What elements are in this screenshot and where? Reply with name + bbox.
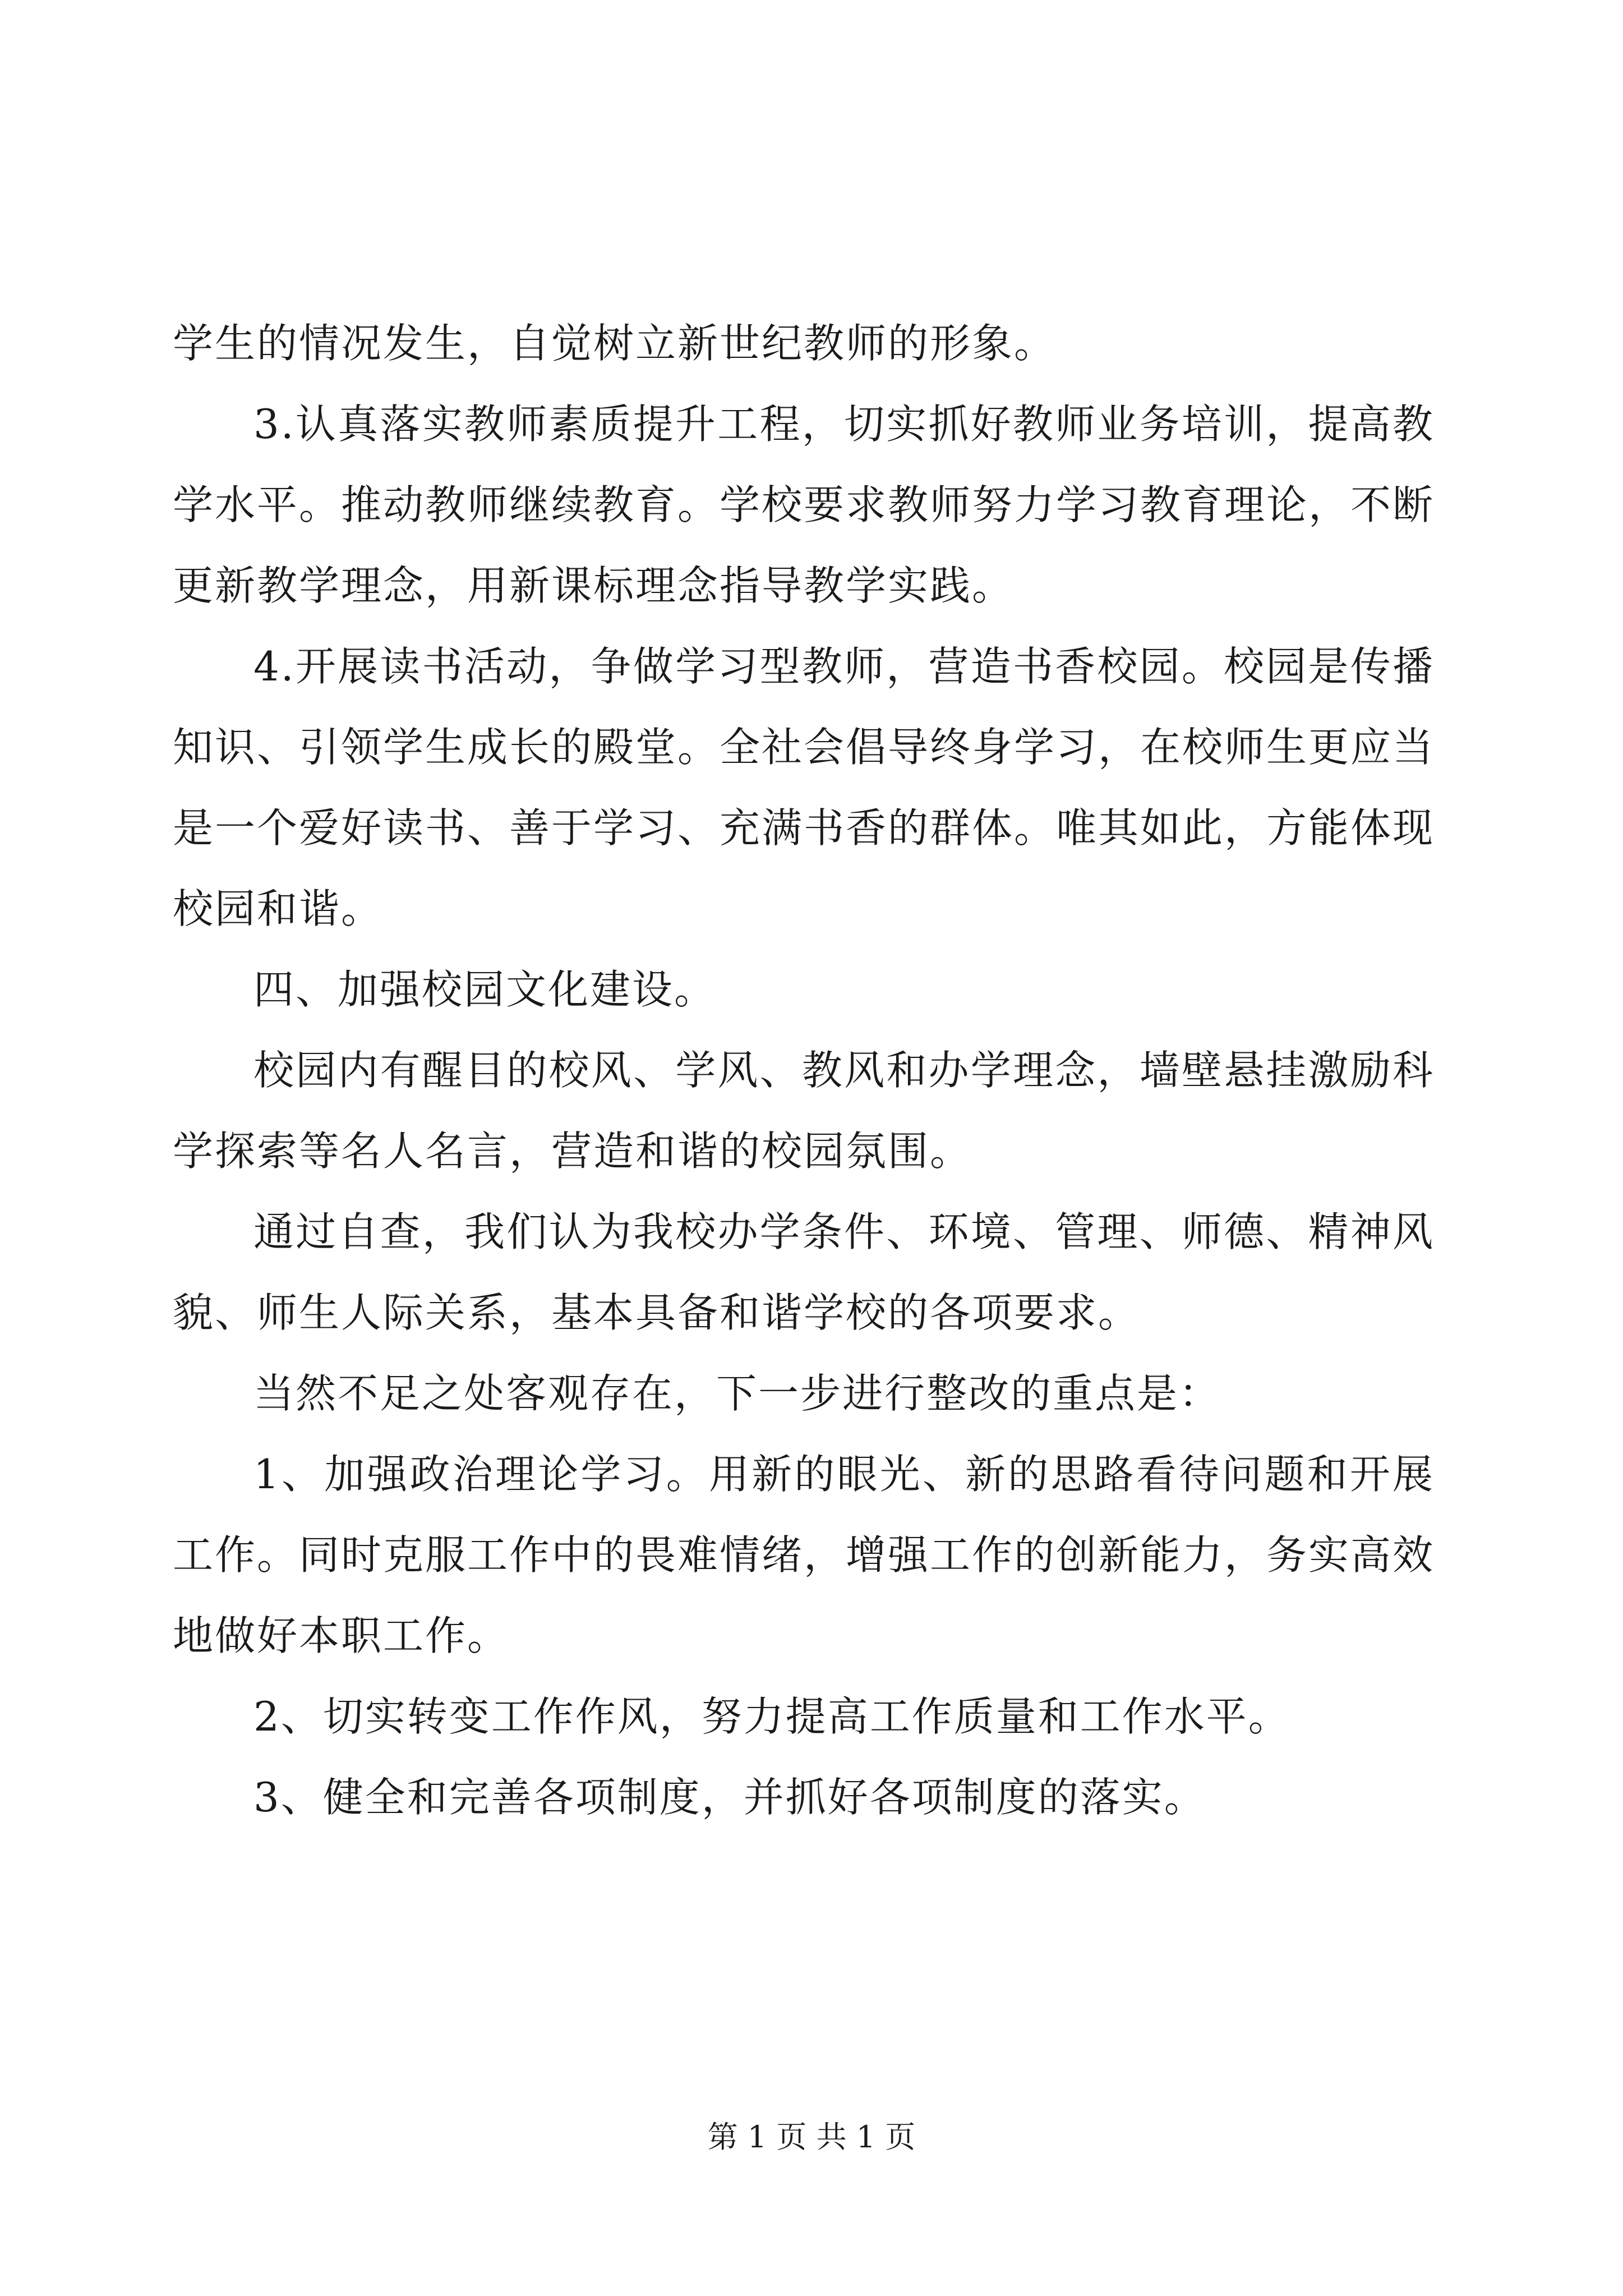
- paragraph-item-4: 4.开展读书活动，争做学习型教师，营造书香校园。校园是传播知识、引领学生成长的殿堂。全社会倡导终身学习，在校师生更应当是一个爱好读书、善于学习、充满书香的群体。唯其如此，方能体现校园和谐。: [173, 643, 1435, 932]
- paragraph-improvement-1: 1、加强政治理论学习。用新的眼光、新的思路看待问题和开展工作。同时克服工作中的畏难情绪，增强工作的创新能力，务实高效地做好本职工作。: [173, 1451, 1435, 1659]
- paragraph-improvement-2: 2、切实转变工作作风，努力提高工作质量和工作水平。: [253, 1693, 1290, 1740]
- paragraph-continuation: 学生的情况发生，自觉树立新世纪教师的形象。: [173, 320, 1057, 367]
- section-heading-4: 四、加强校园文化建设。: [253, 966, 717, 1013]
- paragraph-self-check: 通过自查，我们认为我校办学条件、环境、管理、师德、精神风貌、师生人际关系，基本具备和谐学校的各项要求。: [173, 1208, 1435, 1336]
- paragraph-improvement-3: 3、健全和完善各项制度，并抓好各项制度的落实。: [253, 1774, 1206, 1821]
- paragraph-shortcomings: 当然不足之处客观存在，下一步进行整改的重点是：: [253, 1370, 1221, 1417]
- page-number-footer: 第 1 页 共 1 页: [707, 2119, 916, 2155]
- document-body: [173, 303, 1435, 1838]
- paragraph-campus-culture: 校园内有醒目的校风、学风、教风和办学理念，墙壁悬挂激励科学探索等名人名言，营造和谐的校园氛围。: [173, 1047, 1435, 1175]
- paragraph-item-3: 3.认真落实教师素质提升工程，切实抓好教师业务培训，提高教学水平。推动教师继续教育。学校要求教师努力学习教育理论，不断更新教学理念，用新课标理念指导教学实践。: [173, 401, 1435, 609]
